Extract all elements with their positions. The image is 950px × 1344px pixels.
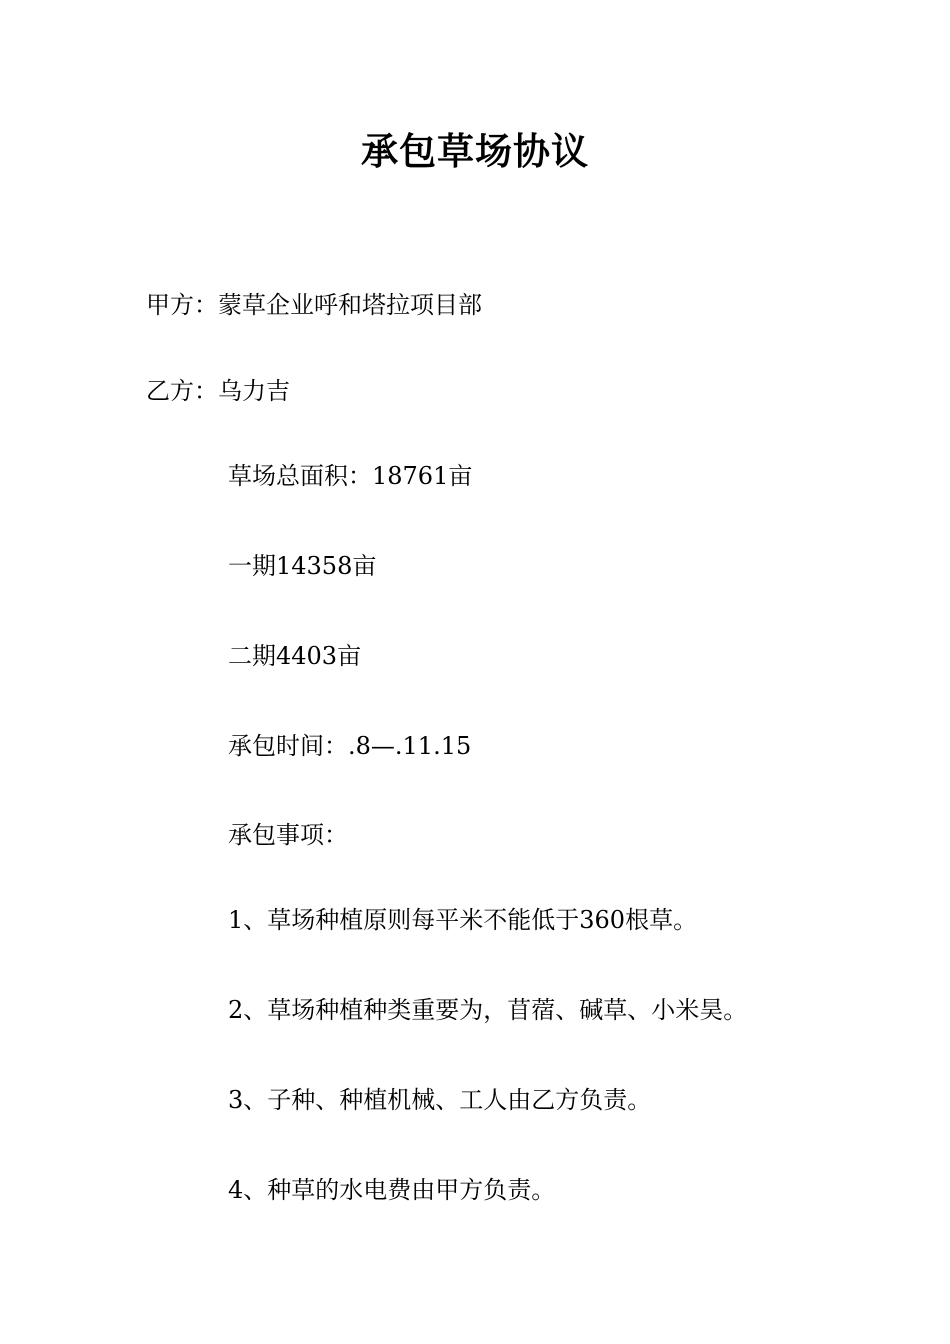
list-item: 3、子种、种植机械、工人由乙方负责。 xyxy=(228,1086,652,1114)
contract-period-line: 承包时间：.8—.11.15 xyxy=(228,732,472,760)
party-a-line: 甲方：蒙草企业呼和塔拉项目部 xyxy=(146,291,482,319)
items-heading: 承包事项： xyxy=(228,821,348,849)
document-title: 承包草场协议 xyxy=(361,129,589,173)
phase-two-line: 二期4403亩 xyxy=(228,642,362,670)
total-area-line: 草场总面积：18761亩 xyxy=(228,462,473,490)
phase-one-line: 一期14358亩 xyxy=(228,552,377,580)
list-item: 1、草场种植原则每平米不能低于360根草。 xyxy=(228,906,698,934)
list-item: 2、草场种植种类重要为，苜蓿、碱草、小米昊。 xyxy=(228,996,748,1024)
list-item: 4、种草的水电费由甲方负责。 xyxy=(228,1176,556,1204)
party-b-line: 乙方：乌力吉 xyxy=(146,377,290,405)
